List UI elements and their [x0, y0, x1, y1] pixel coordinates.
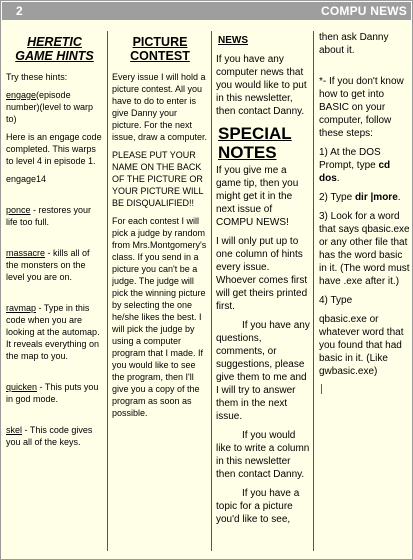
notes-para: If you have a topic for a picture you'd like to see, [216, 488, 300, 525]
basic-step-1: 1) At the DOS Prompt, type cd dos. [319, 147, 391, 184]
hint-ravmap: ravmap - Type in this code when you are looking at the automap. It reveals everything on the map to you. [6, 303, 100, 361]
hint-code: engage [6, 90, 37, 100]
hint-code: ravmap [6, 303, 37, 313]
notes-para: If you would like to write a column in this newsletter then contact Danny. [216, 430, 310, 480]
hint-code: ponce [6, 205, 31, 215]
hint-ponce: ponce - restores your life too full. [6, 205, 92, 227]
news-heading: NEWS [218, 35, 248, 46]
hints-intro: Try these hints: [6, 72, 68, 82]
text-cursor[interactable] [321, 384, 322, 394]
page-number: 2 [16, 4, 23, 18]
hint-code: massacre [6, 248, 46, 258]
hint-quicken: quicken - This puts you in god mode. [6, 382, 99, 404]
basic-intro: *- If you don't know how to get into BASIC on your computer, follow these steps: [319, 76, 404, 139]
notes-para: I will only put up to one column of hints every issue. Whoever comes first will get theirs printed first. [216, 236, 308, 312]
hint-engage-example: Here is an engage code completed. This warps to level 4 in episode 1. [6, 132, 102, 166]
game-hints-heading: HERETIC GAME HINTS [15, 35, 94, 63]
contest-para: For each contest I will pick a judge by random from Mrs.Montgomery's class. If you send in a picture you can't be a judge. The judge will pick the winning picture by selecting the one he/she likes the best. I will pick the judge by using a computer program that I made. If you would like to see the program, then I'll give you a copy of the program as soon as possible. [112, 216, 207, 418]
hint-code: skel [6, 425, 23, 435]
hint-engage: engage(episode number)(level to warp to) [6, 90, 94, 124]
picture-contest-heading: PICTURE CONTEST [130, 35, 190, 63]
column-divider [313, 31, 314, 551]
news-text: If you have any computer news that you would like to put in this newsletter, then contact Danny. [216, 54, 307, 117]
notes-para: If you give me a game tip, then you might get it in the next issue of COMPU NEWS! [216, 165, 299, 228]
column-picture-contest [112, 31, 208, 425]
column-divider [211, 31, 212, 551]
page-header-bar [2, 2, 411, 20]
basic-step-2: 2) Type dir |more. [319, 192, 401, 203]
column-divider [107, 31, 108, 551]
basic-step-4: qbasic.exe or whatever word that you found that had basic in it. (Like gwbasic.exe) [319, 314, 404, 377]
newsletter-title: COMPU NEWS [321, 4, 407, 18]
contest-para: Every issue I will hold a picture contest. All you have to do to enter is give Danny your picture. For the next issue, draw a computer. [112, 72, 208, 142]
column-news [216, 31, 310, 532]
basic-step-4-label: 4) Type [319, 295, 353, 306]
basic-step-3: 3) Look for a word that says qbasic.exe or any other file that has the word basic in it. (The word must have .exe after it.) [319, 211, 410, 287]
hint-skel: skel - This code gives you all of the keys. [6, 425, 93, 447]
contest-warning: PLEASE PUT YOUR NAME ON THE BACK OF THE PICTURE OR YOUR PICTURE WILL BE DISQUALIFIED!! [112, 150, 204, 208]
notes-continued: then ask Danny about it. [319, 32, 389, 56]
column-game-hints [6, 31, 103, 454]
hint-code: quicken [6, 382, 38, 392]
hint-engage-code: engage14 [6, 174, 47, 184]
notes-para: If you have any questions, comments, or suggestions, please give them to me and I will try to answer them in the next issue. [216, 320, 310, 422]
column-basic-help [319, 31, 411, 394]
hint-massacre: massacre - kills all of the monsters on the level you are on. [6, 248, 90, 282]
special-notes-heading: SPECIAL NOTES [218, 124, 292, 162]
